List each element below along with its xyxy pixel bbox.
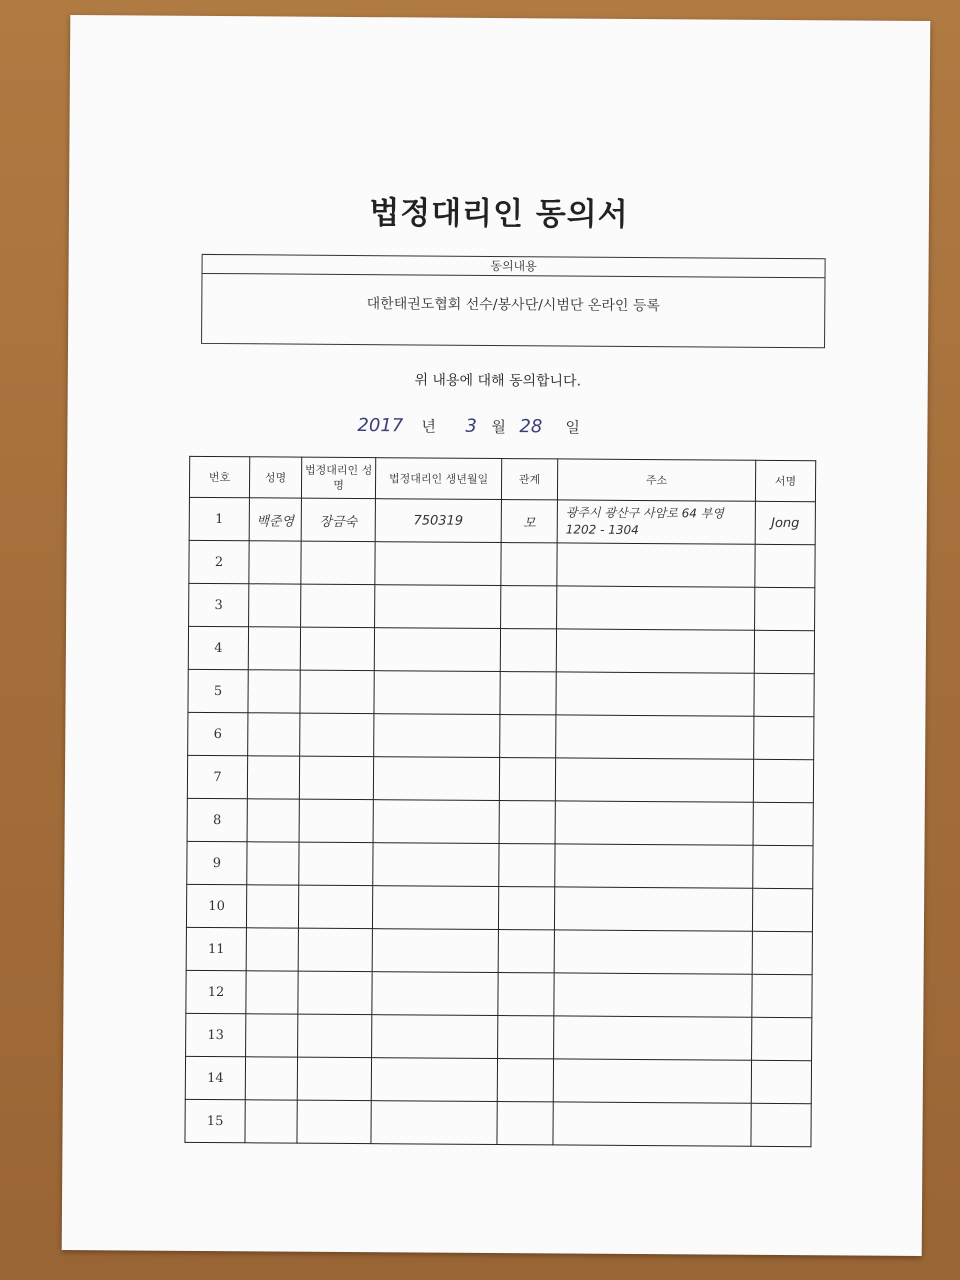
row-number: 8: [187, 798, 247, 841]
row-guardian-name[interactable]: [299, 799, 373, 843]
row-guardian-name[interactable]: 장금숙: [301, 498, 375, 542]
row-signature[interactable]: [752, 931, 812, 974]
row-signature[interactable]: [752, 888, 812, 931]
row-signature[interactable]: [755, 544, 815, 587]
row-guardian-name[interactable]: [298, 928, 372, 972]
row-guardian-name[interactable]: [297, 1057, 371, 1101]
date-month-label: 월: [491, 417, 507, 437]
row-address[interactable]: [557, 586, 755, 630]
date-year-label: 년: [421, 417, 437, 436]
table-row: [188, 626, 814, 673]
header-guardian-birth: 법정대리인 생년월일: [375, 458, 501, 500]
row-guardian-birth[interactable]: [373, 843, 499, 887]
row-guardian-birth[interactable]: [373, 757, 499, 801]
row-number: 5: [188, 669, 248, 712]
row-signature[interactable]: [753, 802, 813, 845]
header-name: 성명: [249, 457, 301, 498]
table-row: [189, 583, 815, 630]
row-relation[interactable]: [498, 930, 554, 973]
row-signature[interactable]: Jong: [755, 501, 815, 544]
row-name[interactable]: [245, 1100, 297, 1143]
date-day-label: 일: [565, 418, 581, 437]
table-row: [189, 497, 815, 544]
row-name[interactable]: [249, 541, 301, 584]
header-relation: 관계: [501, 459, 557, 500]
row-address[interactable]: [554, 930, 752, 974]
row-name[interactable]: [248, 670, 300, 713]
row-guardian-birth[interactable]: [374, 714, 500, 758]
row-signature[interactable]: [754, 630, 814, 673]
row-name[interactable]: [248, 627, 300, 670]
row-address[interactable]: [553, 1102, 751, 1146]
row-signature[interactable]: [752, 1017, 812, 1060]
row-guardian-name[interactable]: [298, 885, 372, 929]
row-relation[interactable]: [499, 758, 555, 801]
row-relation[interactable]: [498, 887, 554, 930]
row-address[interactable]: [556, 629, 754, 673]
header-signature: 서명: [755, 460, 815, 501]
row-name[interactable]: [246, 928, 298, 971]
row-number: 12: [186, 970, 246, 1013]
row-name[interactable]: [248, 713, 300, 756]
row-address[interactable]: [554, 887, 752, 931]
row-guardian-birth[interactable]: [372, 972, 498, 1016]
row-address[interactable]: [554, 973, 752, 1017]
row-signature[interactable]: [755, 587, 815, 630]
table-row: [187, 798, 813, 845]
row-name[interactable]: [247, 756, 299, 799]
row-address[interactable]: [555, 844, 753, 888]
row-name[interactable]: [247, 842, 299, 885]
table-row: [186, 1013, 812, 1060]
row-relation[interactable]: [497, 1059, 553, 1102]
row-number: 11: [186, 927, 246, 970]
row-guardian-name[interactable]: [299, 842, 373, 886]
row-name[interactable]: [246, 885, 298, 928]
row-signature[interactable]: [754, 673, 814, 716]
row-relation[interactable]: [499, 801, 555, 844]
row-relation[interactable]: [499, 844, 555, 887]
date-day-value[interactable]: 28: [519, 416, 543, 438]
row-number: 2: [189, 540, 249, 583]
row-guardian-name[interactable]: [299, 756, 373, 800]
consent-body: 대한태권도협회 선수/봉사단/시범단 온라인 등록: [366, 296, 660, 315]
row-guardian-birth[interactable]: [373, 800, 499, 844]
row-signature[interactable]: [751, 1103, 811, 1146]
row-number: 6: [188, 712, 248, 755]
row-relation[interactable]: [501, 543, 557, 586]
table-row: [186, 970, 812, 1017]
table-row: [185, 1056, 811, 1103]
date-month-value[interactable]: 3: [465, 415, 477, 437]
table-row: [188, 669, 814, 716]
row-guardian-birth[interactable]: [372, 929, 498, 973]
row-guardian-name[interactable]: [300, 713, 374, 757]
consent-header: 동의내용: [203, 255, 825, 278]
table-row: [188, 712, 814, 759]
table-row: [187, 755, 813, 802]
row-guardian-birth[interactable]: [374, 628, 500, 672]
row-address[interactable]: [555, 801, 753, 845]
row-guardian-birth[interactable]: [372, 1015, 498, 1059]
row-guardian-birth[interactable]: [375, 585, 501, 629]
consent-box: [201, 254, 826, 348]
row-signature[interactable]: [752, 974, 812, 1017]
table-row: [187, 841, 813, 888]
row-address[interactable]: [553, 1059, 751, 1103]
table-row: [185, 1099, 811, 1146]
row-number: 3: [189, 583, 249, 626]
header-address: 주소: [557, 459, 755, 501]
table-row: [189, 540, 815, 587]
row-relation[interactable]: [500, 672, 556, 715]
row-name[interactable]: [245, 1057, 297, 1100]
row-signature[interactable]: [753, 759, 813, 802]
row-address[interactable]: [556, 715, 754, 759]
row-guardian-name[interactable]: [298, 1014, 372, 1058]
row-address[interactable]: [554, 1016, 752, 1060]
row-address[interactable]: [556, 672, 754, 716]
header-number: 번호: [189, 456, 249, 497]
table-header-row: [189, 456, 815, 501]
date-year-value[interactable]: 2017: [357, 415, 404, 437]
row-guardian-name[interactable]: [297, 1100, 371, 1144]
row-guardian-name[interactable]: [301, 541, 375, 585]
row-number: 15: [185, 1099, 245, 1142]
row-guardian-name[interactable]: [298, 971, 372, 1015]
row-number: 10: [186, 884, 246, 927]
row-relation[interactable]: [498, 1016, 554, 1059]
row-guardian-birth[interactable]: [372, 886, 498, 930]
row-address[interactable]: 광주시 광산구 사암로 64 부영 1202 - 1304: [557, 500, 755, 544]
row-relation[interactable]: 모: [501, 500, 557, 543]
document-title: 법정대리인 동의서: [369, 195, 629, 233]
row-signature[interactable]: [754, 716, 814, 759]
row-number: 4: [188, 626, 248, 669]
row-address[interactable]: [555, 758, 753, 802]
row-guardian-name[interactable]: [300, 670, 374, 714]
row-relation[interactable]: [500, 629, 556, 672]
row-number: 13: [186, 1013, 246, 1056]
row-name[interactable]: [246, 971, 298, 1014]
row-number: 9: [187, 841, 247, 884]
row-guardian-birth[interactable]: [371, 1101, 497, 1145]
row-guardian-name[interactable]: [300, 627, 374, 671]
row-number: 14: [185, 1056, 245, 1099]
header-guardian-name: 법정대리인 성명: [301, 457, 375, 499]
row-guardian-birth[interactable]: [375, 542, 501, 586]
registration-table: [184, 456, 816, 1147]
row-name[interactable]: [249, 584, 301, 627]
row-signature[interactable]: [751, 1060, 811, 1103]
row-guardian-birth[interactable]: [371, 1058, 497, 1102]
table-row: [186, 884, 812, 931]
row-name[interactable]: 백준영: [249, 498, 301, 541]
row-guardian-birth[interactable]: [374, 671, 500, 715]
paper-sheet: [62, 15, 931, 1256]
row-signature[interactable]: [753, 845, 813, 888]
row-relation[interactable]: [501, 586, 557, 629]
row-relation[interactable]: [500, 715, 556, 758]
row-relation[interactable]: [497, 1102, 553, 1145]
row-guardian-birth[interactable]: 750319: [375, 499, 501, 543]
agreement-statement: 위 내용에 대해 동의합니다.: [414, 372, 582, 390]
date-line: [357, 415, 580, 438]
row-name[interactable]: [246, 1014, 298, 1057]
row-number: 1: [189, 497, 249, 540]
row-relation[interactable]: [498, 973, 554, 1016]
table-row: [186, 927, 812, 974]
row-name[interactable]: [247, 799, 299, 842]
row-number: 7: [187, 755, 247, 798]
row-address[interactable]: [557, 543, 755, 587]
row-guardian-name[interactable]: [301, 584, 375, 628]
